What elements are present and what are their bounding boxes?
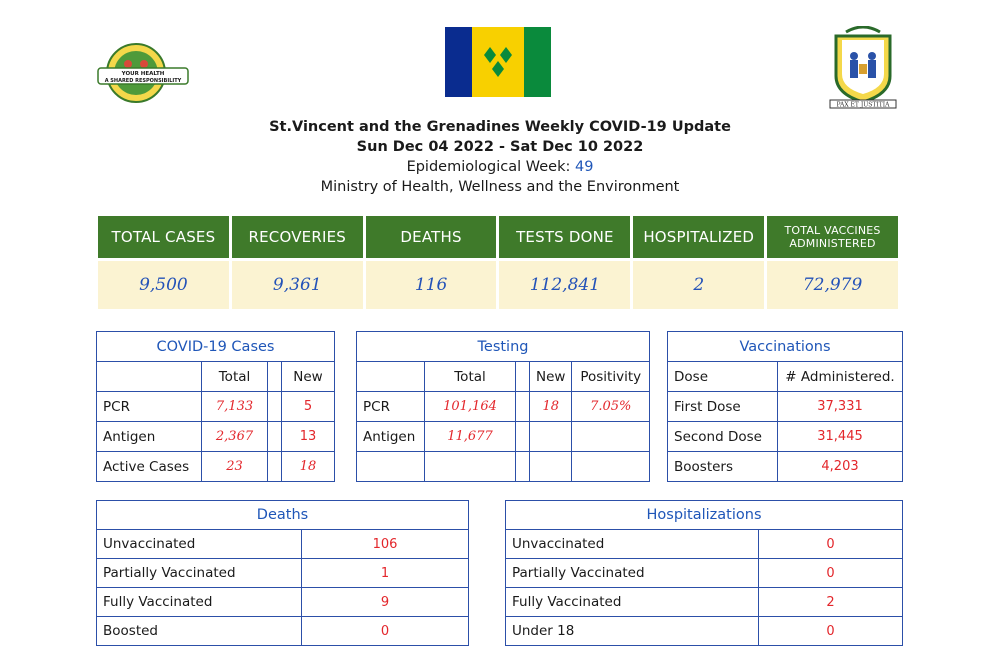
row-label: Antigen bbox=[97, 422, 202, 452]
table-row bbox=[97, 452, 335, 482]
card-deaths bbox=[366, 216, 497, 309]
table-row bbox=[97, 530, 469, 559]
vaccinations-table bbox=[667, 331, 903, 482]
card-label: DEATHS bbox=[366, 216, 497, 258]
row-label: Boosted bbox=[97, 617, 302, 646]
svg-flag bbox=[445, 27, 551, 97]
cell-value: 9 bbox=[302, 588, 469, 617]
card-tests-done bbox=[499, 216, 630, 309]
empty-cell bbox=[572, 452, 650, 482]
card-value: 9,361 bbox=[232, 261, 363, 309]
header-new: New bbox=[282, 362, 335, 392]
cell-value: 0 bbox=[759, 617, 903, 646]
spacer-cell bbox=[516, 392, 530, 422]
table-row bbox=[506, 617, 903, 646]
card-total-cases bbox=[98, 216, 229, 309]
cell-new: 13 bbox=[282, 422, 335, 452]
report-header bbox=[200, 117, 800, 197]
cell-new: 18 bbox=[282, 452, 335, 482]
table-header-row bbox=[357, 362, 650, 392]
card-total-vaccines bbox=[767, 216, 898, 309]
row-label: Fully Vaccinated bbox=[506, 588, 759, 617]
report-date-range: Sun Dec 04 2022 - Sat Dec 10 2022 bbox=[356, 139, 644, 155]
card-value: 112,841 bbox=[499, 261, 630, 309]
cell-total: 23 bbox=[202, 452, 268, 482]
row-label: PCR bbox=[357, 392, 425, 422]
header-administered: # Administered. bbox=[778, 362, 903, 392]
card-recoveries bbox=[232, 216, 363, 309]
table-row bbox=[357, 422, 650, 452]
table-title: COVID-19 Cases bbox=[97, 332, 335, 362]
cell-value: 4,203 bbox=[778, 452, 903, 482]
flag-diamonds-icon bbox=[482, 47, 514, 79]
logo-text-1: YOUR HEALTH bbox=[121, 71, 165, 77]
header-cell bbox=[97, 362, 202, 392]
spacer-cell bbox=[516, 422, 530, 452]
flag-blue-band bbox=[445, 27, 472, 97]
table-row bbox=[357, 452, 650, 482]
row-label: First Dose bbox=[668, 392, 778, 422]
cell-total: 101,164 bbox=[425, 392, 516, 422]
cell-value: 1 bbox=[302, 559, 469, 588]
cell-value: 106 bbox=[302, 530, 469, 559]
flag-green-band bbox=[524, 27, 551, 97]
header-total: Total bbox=[202, 362, 268, 392]
spacer-cell bbox=[516, 452, 530, 482]
card-label: TOTAL CASES bbox=[98, 216, 229, 258]
cell-total: 7,133 bbox=[202, 392, 268, 422]
card-value: 116 bbox=[366, 261, 497, 309]
empty-cell bbox=[357, 452, 425, 482]
table-row bbox=[506, 588, 903, 617]
epi-week-label: Epidemiological Week: bbox=[406, 159, 575, 175]
spacer-cell bbox=[516, 362, 530, 392]
header-new: New bbox=[530, 362, 572, 392]
row-label: Fully Vaccinated bbox=[97, 588, 302, 617]
epi-week-number: 49 bbox=[574, 159, 594, 175]
table-row bbox=[668, 422, 903, 452]
header-cell bbox=[357, 362, 425, 392]
table-row bbox=[97, 392, 335, 422]
report-title: St.Vincent and the Grenadines Weekly COVID-19 Update bbox=[269, 119, 731, 135]
table-header-row bbox=[668, 362, 903, 392]
flag-yellow-band bbox=[472, 27, 524, 97]
cell-new: 5 bbox=[282, 392, 335, 422]
row-label: Boosters bbox=[668, 452, 778, 482]
card-label: TESTS DONE bbox=[499, 216, 630, 258]
header-positivity: Positivity bbox=[572, 362, 650, 392]
coat-of-arms bbox=[826, 26, 900, 116]
header-dose: Dose bbox=[668, 362, 778, 392]
cell-total: 2,367 bbox=[202, 422, 268, 452]
ministry-logo bbox=[94, 40, 192, 106]
deaths-table bbox=[96, 500, 469, 646]
table-title: Deaths bbox=[97, 501, 469, 530]
cell-value: 0 bbox=[759, 530, 903, 559]
table-title: Hospitalizations bbox=[506, 501, 903, 530]
table-row bbox=[668, 452, 903, 482]
row-label: Active Cases bbox=[97, 452, 202, 482]
table-title: Vaccinations bbox=[668, 332, 903, 362]
row-label: Partially Vaccinated bbox=[97, 559, 302, 588]
table-header-row bbox=[97, 362, 335, 392]
table-row bbox=[357, 392, 650, 422]
cell-value: 0 bbox=[302, 617, 469, 646]
cell-value: 31,445 bbox=[778, 422, 903, 452]
cell-positivity: 7.05% bbox=[572, 392, 650, 422]
cell-positivity bbox=[572, 422, 650, 452]
table-title: Testing bbox=[357, 332, 650, 362]
card-label: TOTAL VACCINES ADMINISTERED bbox=[767, 216, 898, 258]
epi-week bbox=[200, 157, 800, 177]
row-label: Unvaccinated bbox=[506, 530, 759, 559]
card-hospitalized bbox=[633, 216, 764, 309]
card-label: HOSPITALIZED bbox=[633, 216, 764, 258]
empty-cell bbox=[530, 452, 572, 482]
cell-value: 37,331 bbox=[778, 392, 903, 422]
summary-cards bbox=[98, 216, 898, 309]
testing-table bbox=[356, 331, 650, 482]
spacer-cell bbox=[268, 392, 282, 422]
row-label: Partially Vaccinated bbox=[506, 559, 759, 588]
row-label: Under 18 bbox=[506, 617, 759, 646]
cell-new bbox=[530, 422, 572, 452]
spacer-cell bbox=[268, 362, 282, 392]
empty-cell bbox=[425, 452, 516, 482]
cell-new: 18 bbox=[530, 392, 572, 422]
table-row bbox=[506, 559, 903, 588]
row-label: Unvaccinated bbox=[97, 530, 302, 559]
cell-total: 11,677 bbox=[425, 422, 516, 452]
spacer-cell bbox=[268, 422, 282, 452]
table-row bbox=[97, 559, 469, 588]
spacer-cell bbox=[268, 452, 282, 482]
cell-value: 0 bbox=[759, 559, 903, 588]
card-value: 9,500 bbox=[98, 261, 229, 309]
header-total: Total bbox=[425, 362, 516, 392]
row-label: Second Dose bbox=[668, 422, 778, 452]
table-row bbox=[97, 588, 469, 617]
cell-value: 2 bbox=[759, 588, 903, 617]
table-row bbox=[668, 392, 903, 422]
hospitalizations-table bbox=[505, 500, 903, 646]
row-label: PCR bbox=[97, 392, 202, 422]
covid-cases-table bbox=[96, 331, 335, 482]
logo-text-2: A SHARED RESPONSIBILITY bbox=[104, 78, 182, 84]
table-row bbox=[97, 617, 469, 646]
card-label: RECOVERIES bbox=[232, 216, 363, 258]
table-row bbox=[506, 530, 903, 559]
card-value: 72,979 bbox=[767, 261, 898, 309]
crest-motto: PAX ET JUSTITIA bbox=[836, 101, 890, 109]
ministry-name: Ministry of Health, Wellness and the Environment bbox=[320, 179, 680, 195]
row-label: Antigen bbox=[357, 422, 425, 452]
card-value: 2 bbox=[633, 261, 764, 309]
table-row bbox=[97, 422, 335, 452]
